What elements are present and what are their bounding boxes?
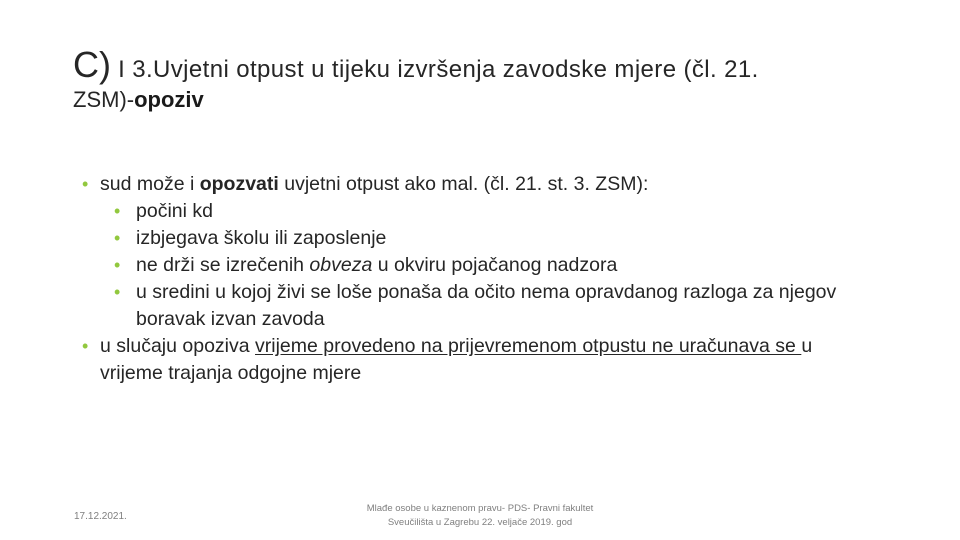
sub1-text: počini kd — [136, 200, 213, 222]
sub2-text: izbjegava školu ili zaposlenje — [136, 227, 387, 249]
sub-bullet-2 — [80, 225, 860, 252]
title-line2-plain: ZSM)- — [73, 87, 135, 113]
bullet-icon: • — [114, 255, 121, 275]
bullet-icon: • — [114, 228, 121, 248]
bullet-icon: • — [82, 174, 89, 194]
item2-underlined: vrijeme provedeno na prijevremenom otpustu ne uračunava se — [255, 335, 802, 357]
footer-line1: Mlađe osobe u kaznenom pravu- PDS- Pravni fakultet — [366, 503, 594, 514]
item1-after: uvjetni otpust ako mal. (čl. 21. st. 3. ZSM): — [278, 173, 649, 195]
item2-after: u vrijeme trajanja odgojne mjere — [100, 335, 813, 384]
title-line2-bold: opoziv — [134, 87, 204, 113]
bullet-item-2 — [80, 333, 860, 387]
bullet-icon: • — [114, 201, 121, 221]
item1-bold: opozvati — [199, 173, 279, 195]
sub3-after: u okviru pojačanog nadzora — [372, 254, 618, 276]
sub-bullet-1 — [80, 198, 860, 225]
bullet-icon: • — [114, 282, 121, 302]
slide-title — [73, 44, 903, 113]
slide-body — [80, 171, 860, 387]
bullet-icon: • — [82, 336, 89, 356]
sub-bullet-4 — [80, 279, 860, 333]
item1-before: sud može i — [100, 173, 200, 195]
title-letter: C) — [73, 44, 111, 85]
title-line1: I 3.Uvjetni otpust u tijeku izvršenja zavodske mjere (čl. 21. — [111, 56, 759, 83]
footer-line2: Sveučilišta u Zagrebu 22. veljače 2019. god — [387, 517, 573, 528]
sub-bullet-3 — [80, 252, 860, 279]
title-line2 — [73, 87, 903, 112]
sub4-text: u sredini u kojoj živi se loše ponaša da očito nema opravdanog razloga za njegov boravak izvan zavoda — [136, 281, 837, 330]
footer-date: 17.12.2021. — [74, 511, 127, 522]
item2-before: u slučaju opoziva — [100, 335, 256, 357]
footer-source — [330, 502, 630, 530]
sub3-before: ne drži se izrečenih — [136, 254, 310, 276]
bullet-item-1 — [80, 171, 860, 198]
sub3-italic: obveza — [309, 254, 373, 276]
